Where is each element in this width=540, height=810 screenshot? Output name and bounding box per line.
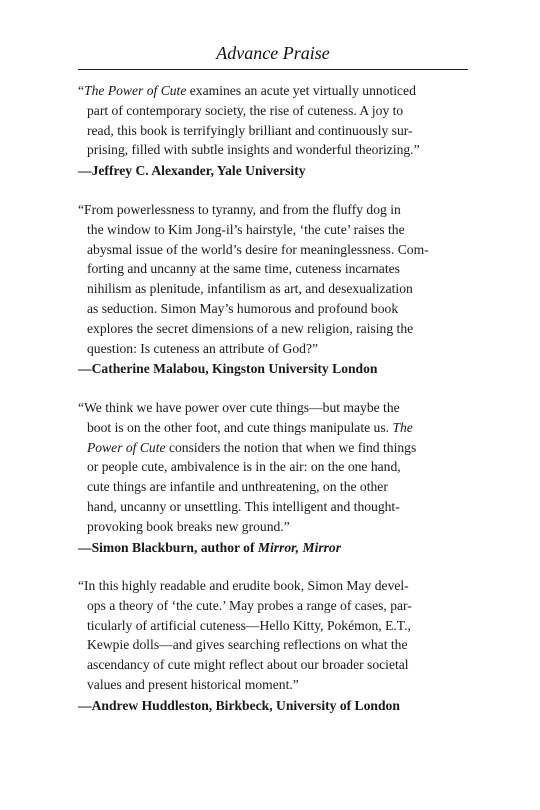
text-run: or people cute, ambivalence is in the air: on the one hand, [87, 459, 401, 475]
text-run: explores the secret dimensions of a new religion, raising the [87, 320, 414, 336]
blurb-line [78, 616, 478, 636]
blurb-line [78, 517, 478, 537]
praise-blurb [78, 398, 478, 557]
blurb-line [78, 279, 478, 299]
text-run: “We think we have power over cute things—but maybe the [78, 400, 400, 415]
text-run: —Andrew Huddleston, Birkbeck, University of London [78, 697, 400, 713]
italic-title-text: The [392, 419, 413, 435]
blurb-line [78, 101, 478, 121]
blurb-line [78, 497, 478, 517]
text-run: question: Is cuteness an attribute of God?” [87, 340, 319, 356]
praise-blurb [78, 576, 478, 716]
blurb-line [78, 319, 478, 339]
blurb-line [78, 438, 478, 458]
text-run: cute things are infantile and unthreatening, on the other [87, 479, 388, 495]
blurb-attribution [78, 359, 478, 379]
text-run: examines an acute yet virtually unnoticed [186, 83, 416, 98]
blurb-line [78, 140, 478, 160]
text-run: as seduction. Simon May’s humorous and profound book [87, 300, 399, 316]
blurb-line [78, 121, 478, 141]
italic-title-text: Mirror, Mirror [257, 539, 342, 555]
blurb-line [78, 655, 478, 675]
text-run: Kewpie dolls—and gives searching reflections on what the [87, 637, 408, 653]
text-run: —Catherine Malabou, Kingston University London [78, 361, 378, 377]
text-run: ticularly of artificial cuteness—Hello Kitty, Pokémon, E.T., [87, 617, 411, 633]
text-run: prising, filled with subtle insights and wonderful theorizing.” [87, 142, 420, 158]
blurb-line [78, 259, 478, 279]
text-run: considers the notion that when we find things [165, 439, 417, 455]
page-heading: Advance Praise [216, 43, 330, 63]
heading-rule [78, 69, 468, 70]
blurb-line [78, 81, 478, 101]
blurb-line [78, 339, 478, 359]
text-run: values and present historical moment.” [87, 676, 299, 692]
text-run: “From powerlessness to tyranny, and from the fluffy dog in [78, 202, 401, 217]
praise-blurb [78, 200, 478, 379]
blurb-line [78, 457, 478, 477]
praise-blurb [78, 81, 478, 181]
blurb-attribution [78, 538, 478, 558]
text-run: ascendancy of cute might reflect about our broader societal [87, 657, 409, 673]
text-run: abysmal issue of the world’s desire for meaninglessness. Com- [87, 241, 429, 257]
text-run: ops a theory of ‘the cute.’ May probes a range of cases, par- [87, 597, 412, 613]
blurb-line [78, 200, 478, 220]
blurb-line [78, 299, 478, 319]
blurb-line [78, 418, 478, 438]
blurb-line [78, 596, 478, 616]
text-run: provoking book breaks new ground.” [87, 518, 290, 534]
blurb-attribution [78, 161, 478, 181]
blurb-line [78, 398, 478, 418]
italic-title-text: The Power of Cute [84, 83, 187, 98]
text-run: —Jeffrey C. Alexander, Yale University [78, 163, 306, 179]
text-run: the window to Kim Jong-il’s hairstyle, ‘the cute’ raises the [87, 221, 405, 237]
text-run: read, this book is terrifyingly brilliant and continuously sur- [87, 122, 413, 138]
italic-title-text: Power of Cute [87, 439, 166, 455]
text-run: “ [78, 83, 85, 98]
text-run: nihilism as plenitude, infantilism as art, and desexualization [87, 281, 413, 297]
blurb-line [78, 576, 478, 596]
text-run: boot is on the other foot, and cute things manipulate us. [87, 419, 393, 435]
text-run: part of contemporary society, the rise of cuteness. A joy to [87, 102, 404, 118]
blurb-attribution [78, 696, 478, 716]
blurb-line [78, 635, 478, 655]
text-run: —Simon Blackburn, author of [78, 539, 258, 555]
blurb-line [78, 477, 478, 497]
blurb-line [78, 675, 478, 695]
blurb-line [78, 240, 478, 260]
text-run: hand, uncanny or unsettling. This intelligent and thought- [87, 498, 400, 514]
text-run: “In this highly readable and erudite book, Simon May devel- [78, 578, 409, 593]
blurb-line [78, 220, 478, 240]
text-run: forting and uncanny at the same time, cuteness incarnates [87, 261, 400, 277]
